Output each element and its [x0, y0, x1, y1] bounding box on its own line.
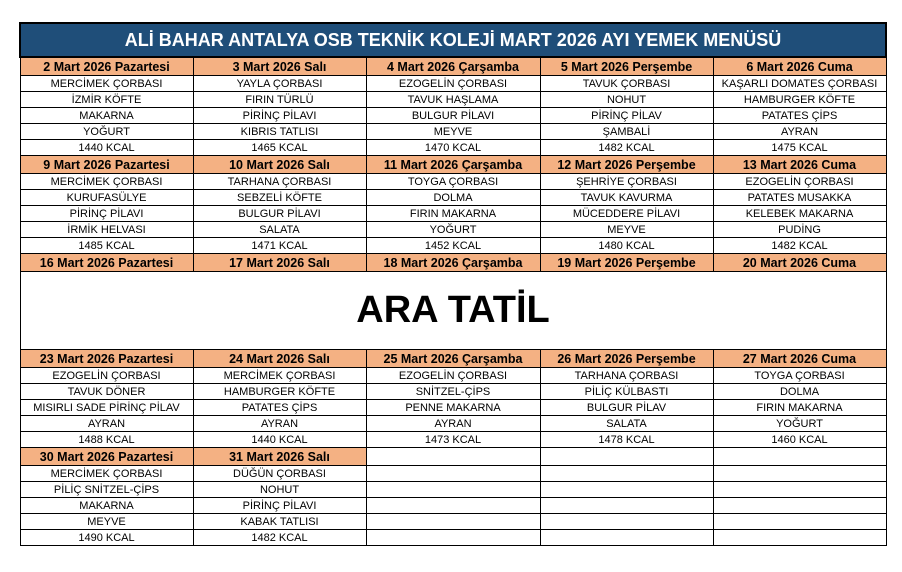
menu-item: İZMİR KÖFTE [20, 92, 193, 108]
menu-item: DÜĞÜN ÇORBASI [193, 466, 366, 482]
menu-row [20, 190, 886, 206]
menu-item [540, 466, 713, 482]
menu-item: MISIRLI SADE PİRİNÇ PİLAV [20, 400, 193, 416]
menu-item: PİLİÇ KÜLBASTI [540, 384, 713, 400]
date-header-row [20, 57, 886, 76]
date-header-row [20, 448, 886, 466]
menu-item: TARHANA ÇORBASI [193, 174, 366, 190]
date-header-row [20, 350, 886, 368]
menu-item: YOĞURT [366, 222, 540, 238]
calorie-cell: 1473 KCAL [366, 432, 540, 448]
menu-item [713, 466, 886, 482]
day-header: 16 Mart 2026 Pazartesi [20, 254, 193, 272]
menu-item: MERCİMEK ÇORBASI [20, 466, 193, 482]
menu-item: MEYVE [540, 222, 713, 238]
menu-row [20, 514, 886, 530]
menu-item: MERCİMEK ÇORBASI [20, 174, 193, 190]
menu-item: NOHUT [193, 482, 366, 498]
menu-row [20, 384, 886, 400]
menu-item: FIRIN TÜRLÜ [193, 92, 366, 108]
menu-item: AYRAN [20, 416, 193, 432]
menu-item: MAKARNA [20, 108, 193, 124]
menu-item [366, 466, 540, 482]
menu-item: AYRAN [366, 416, 540, 432]
menu-item: TOYGA ÇORBASI [366, 174, 540, 190]
menu-item: TOYGA ÇORBASI [713, 368, 886, 384]
date-header-row [20, 156, 886, 174]
calorie-cell: 1440 KCAL [193, 432, 366, 448]
day-header: 9 Mart 2026 Pazartesi [20, 156, 193, 174]
menu-row [20, 466, 886, 482]
menu-item: NOHUT [540, 92, 713, 108]
menu-item [713, 482, 886, 498]
day-header: 30 Mart 2026 Pazartesi [20, 448, 193, 466]
menu-row [20, 174, 886, 190]
menu-item [540, 498, 713, 514]
menu-item: PİRİNÇ PİLAVI [20, 206, 193, 222]
calorie-cell [366, 530, 540, 546]
menu-table [19, 22, 887, 546]
menu-row [20, 416, 886, 432]
menu-item: KAŞARLI DOMATES ÇORBASI [713, 76, 886, 92]
menu-item [713, 498, 886, 514]
day-header: 17 Mart 2026 Salı [193, 254, 366, 272]
menu-item: İRMİK HELVASI [20, 222, 193, 238]
menu-item: KABAK TATLISI [193, 514, 366, 530]
day-header: 2 Mart 2026 Pazartesi [20, 57, 193, 76]
menu-item: PATATES ÇİPS [713, 108, 886, 124]
menu-item: KELEBEK MAKARNA [713, 206, 886, 222]
holiday-row [20, 272, 886, 350]
day-header: 25 Mart 2026 Çarşamba [366, 350, 540, 368]
menu-item: HAMBURGER KÖFTE [193, 384, 366, 400]
calorie-cell: 1482 KCAL [713, 238, 886, 254]
menu-row [20, 482, 886, 498]
menu-item: SEBZELİ KÖFTE [193, 190, 366, 206]
menu-item: TARHANA ÇORBASI [540, 368, 713, 384]
menu-item: EZOGELİN ÇORBASI [366, 76, 540, 92]
menu-item: DOLMA [366, 190, 540, 206]
menu-item: AYRAN [193, 416, 366, 432]
menu-table-body [20, 23, 886, 546]
calorie-cell: 1485 KCAL [20, 238, 193, 254]
day-header [366, 448, 540, 466]
menu-row [20, 432, 886, 448]
menu-row [20, 108, 886, 124]
menu-item: BULGUR PİLAV [540, 400, 713, 416]
calorie-cell: 1478 KCAL [540, 432, 713, 448]
menu-row [20, 238, 886, 254]
calorie-cell: 1488 KCAL [20, 432, 193, 448]
title-row [20, 23, 886, 57]
menu-item: MERCİMEK ÇORBASI [20, 76, 193, 92]
menu-item: TAVUK KAVURMA [540, 190, 713, 206]
menu-item: PATATES ÇİPS [193, 400, 366, 416]
calorie-cell: 1440 KCAL [20, 140, 193, 156]
menu-item: DOLMA [713, 384, 886, 400]
calorie-cell: 1465 KCAL [193, 140, 366, 156]
menu-item: PENNE MAKARNA [366, 400, 540, 416]
menu-item: MERCİMEK ÇORBASI [193, 368, 366, 384]
menu-item: YOĞURT [20, 124, 193, 140]
menu-item: PİRİNÇ PİLAVI [193, 108, 366, 124]
menu-row [20, 140, 886, 156]
menu-item [366, 482, 540, 498]
menu-item [366, 498, 540, 514]
day-header: 24 Mart 2026 Salı [193, 350, 366, 368]
menu-item: MEYVE [20, 514, 193, 530]
menu-item: EZOGELİN ÇORBASI [713, 174, 886, 190]
calorie-cell [713, 530, 886, 546]
menu-item [713, 514, 886, 530]
page-title: ALİ BAHAR ANTALYA OSB TEKNİK KOLEJİ MART 2026 AYI YEMEK MENÜSÜ [20, 23, 886, 57]
day-header: 23 Mart 2026 Pazartesi [20, 350, 193, 368]
day-header: 26 Mart 2026 Perşembe [540, 350, 713, 368]
calorie-cell [540, 530, 713, 546]
menu-row [20, 400, 886, 416]
date-header-row [20, 254, 886, 272]
menu-item: PATATES MUSAKKA [713, 190, 886, 206]
menu-item: TAVUK DÖNER [20, 384, 193, 400]
day-header: 18 Mart 2026 Çarşamba [366, 254, 540, 272]
menu-item: EZOGELİN ÇORBASI [20, 368, 193, 384]
day-header: 20 Mart 2026 Cuma [713, 254, 886, 272]
calorie-cell: 1452 KCAL [366, 238, 540, 254]
calorie-cell: 1475 KCAL [713, 140, 886, 156]
menu-item: AYRAN [713, 124, 886, 140]
menu-item: FIRIN MAKARNA [366, 206, 540, 222]
day-header: 27 Mart 2026 Cuma [713, 350, 886, 368]
day-header [713, 448, 886, 466]
day-header: 5 Mart 2026 Perşembe [540, 57, 713, 76]
menu-item [540, 514, 713, 530]
menu-row [20, 92, 886, 108]
menu-item: MÜCEDDERE PİLAVI [540, 206, 713, 222]
menu-item: PİLİÇ SNİTZEL-ÇİPS [20, 482, 193, 498]
calorie-cell: 1482 KCAL [540, 140, 713, 156]
menu-item: PİRİNÇ PİLAV [540, 108, 713, 124]
menu-item: YAYLA ÇORBASI [193, 76, 366, 92]
menu-row [20, 530, 886, 546]
calorie-cell: 1482 KCAL [193, 530, 366, 546]
day-header: 10 Mart 2026 Salı [193, 156, 366, 174]
menu-item: FIRIN MAKARNA [713, 400, 886, 416]
menu-row [20, 368, 886, 384]
menu-item: EZOGELİN ÇORBASI [366, 368, 540, 384]
menu-row [20, 222, 886, 238]
calorie-cell: 1460 KCAL [713, 432, 886, 448]
day-header: 19 Mart 2026 Perşembe [540, 254, 713, 272]
calorie-cell: 1490 KCAL [20, 530, 193, 546]
menu-item: BULGUR PİLAVI [366, 108, 540, 124]
menu-row [20, 124, 886, 140]
calorie-cell: 1480 KCAL [540, 238, 713, 254]
holiday-label: ARA TATİL [20, 272, 886, 350]
menu-item: MEYVE [366, 124, 540, 140]
menu-item: KIBRIS TATLISI [193, 124, 366, 140]
menu-item: KURUFASÜLYE [20, 190, 193, 206]
day-header: 3 Mart 2026 Salı [193, 57, 366, 76]
menu-item: TAVUK ÇORBASI [540, 76, 713, 92]
menu-item: HAMBURGER KÖFTE [713, 92, 886, 108]
day-header: 6 Mart 2026 Cuma [713, 57, 886, 76]
day-header: 11 Mart 2026 Çarşamba [366, 156, 540, 174]
day-header [540, 448, 713, 466]
menu-item: MAKARNA [20, 498, 193, 514]
day-header: 12 Mart 2026 Perşembe [540, 156, 713, 174]
menu-row [20, 206, 886, 222]
menu-item: SALATA [540, 416, 713, 432]
day-header: 13 Mart 2026 Cuma [713, 156, 886, 174]
menu-row [20, 76, 886, 92]
menu-item: SNİTZEL-ÇİPS [366, 384, 540, 400]
menu-item: YOĞURT [713, 416, 886, 432]
day-header: 31 Mart 2026 Salı [193, 448, 366, 466]
menu-item: ŞAMBALİ [540, 124, 713, 140]
menu-row [20, 498, 886, 514]
day-header: 4 Mart 2026 Çarşamba [366, 57, 540, 76]
menu-item: BULGUR PİLAVI [193, 206, 366, 222]
menu-item: PUDİNG [713, 222, 886, 238]
menu-item: TAVUK HAŞLAMA [366, 92, 540, 108]
menu-item [540, 482, 713, 498]
menu-item: SALATA [193, 222, 366, 238]
menu-item [366, 514, 540, 530]
menu-item: ŞEHRİYE ÇORBASI [540, 174, 713, 190]
calorie-cell: 1471 KCAL [193, 238, 366, 254]
calorie-cell: 1470 KCAL [366, 140, 540, 156]
menu-item: PİRİNÇ PİLAVI [193, 498, 366, 514]
